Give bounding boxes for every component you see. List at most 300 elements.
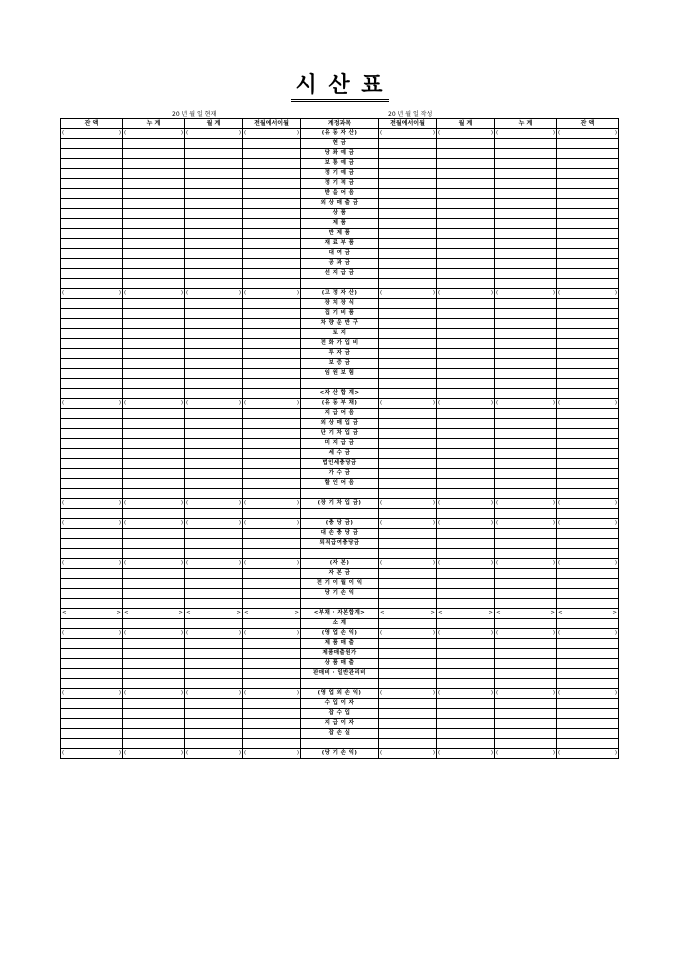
bracket-open: ( (496, 500, 499, 506)
bracket-pair (243, 399, 300, 408)
amount-cell (379, 659, 437, 669)
account-name-cell: 보 증 금 (301, 359, 379, 369)
amount-cell (379, 619, 437, 629)
amount-cell (243, 519, 301, 529)
amount-cell (557, 129, 619, 139)
bracket-pair (495, 559, 556, 568)
table-row (61, 289, 619, 299)
amount-cell (379, 479, 437, 489)
amount-cell (495, 369, 557, 379)
bracket-close: ) (432, 500, 435, 506)
amount-cell (123, 409, 185, 419)
amount-cell (123, 549, 185, 559)
amount-cell (557, 619, 619, 629)
bracket-close: ) (490, 130, 493, 136)
amount-cell (123, 229, 185, 239)
amount-cell (123, 279, 185, 289)
amount-cell (123, 299, 185, 309)
amount-cell (123, 239, 185, 249)
bracket-open: ( (62, 690, 65, 696)
amount-cell (185, 619, 243, 629)
bracket-close: ) (180, 500, 183, 506)
amount-cell (437, 489, 495, 499)
account-rows (61, 129, 619, 759)
account-name-cell: 법인세충당금 (301, 459, 379, 469)
amount-cell (437, 379, 495, 389)
amount-cell (61, 399, 123, 409)
bracket-open: ( (438, 520, 441, 526)
amount-cell (379, 519, 437, 529)
amount-cell (495, 449, 557, 459)
amount-cell (379, 509, 437, 519)
table-row (61, 649, 619, 659)
bracket-close: ) (432, 520, 435, 526)
bracket-pair (379, 129, 436, 138)
amount-cell (185, 519, 243, 529)
bracket-pair (557, 289, 618, 298)
amount-cell (61, 739, 123, 749)
bracket-open: ( (496, 400, 499, 406)
bracket-pair (61, 629, 122, 638)
bracket-pair (495, 689, 556, 698)
amount-cell (379, 729, 437, 739)
amount-cell (123, 489, 185, 499)
amount-cell (185, 449, 243, 459)
amount-cell (557, 279, 619, 289)
table-row (61, 629, 619, 639)
table-row (61, 239, 619, 249)
account-name-cell: 선 지 급 금 (301, 269, 379, 279)
bracket-open: ( (62, 560, 65, 566)
table-row (61, 319, 619, 329)
bracket-pair (243, 559, 300, 568)
amount-cell (61, 629, 123, 639)
bracket-close: ) (490, 630, 493, 636)
amount-cell (61, 519, 123, 529)
amount-cell (495, 589, 557, 599)
amount-cell (185, 159, 243, 169)
amount-cell (495, 509, 557, 519)
amount-cell (495, 169, 557, 179)
bracket-close: ) (552, 750, 555, 756)
amount-cell (437, 179, 495, 189)
amount-cell (495, 149, 557, 159)
bracket-open: < (380, 610, 385, 616)
amount-cell (557, 429, 619, 439)
amount-cell (379, 419, 437, 429)
bracket-close: ) (614, 750, 617, 756)
amount-cell (437, 129, 495, 139)
bracket-close: ) (180, 560, 183, 566)
amount-cell (379, 389, 437, 399)
bracket-close: ) (552, 520, 555, 526)
as-of-date: 20 년 월 일 현재 (172, 111, 217, 118)
amount-cell (185, 189, 243, 199)
amount-cell (495, 219, 557, 229)
amount-cell (123, 559, 185, 569)
amount-cell (61, 169, 123, 179)
amount-cell (185, 179, 243, 189)
amount-cell (123, 669, 185, 679)
amount-cell (437, 359, 495, 369)
amount-cell (557, 409, 619, 419)
amount-cell (437, 709, 495, 719)
amount-cell (437, 529, 495, 539)
amount-cell (557, 749, 619, 759)
bracket-pair (61, 519, 122, 528)
bracket-close: ) (490, 560, 493, 566)
amount-cell (437, 409, 495, 419)
amount-cell (557, 549, 619, 559)
amount-cell (557, 559, 619, 569)
bracket-close: ) (432, 130, 435, 136)
amount-cell (379, 429, 437, 439)
amount-cell (557, 649, 619, 659)
amount-cell (61, 129, 123, 139)
bracket-open: ( (496, 630, 499, 636)
amount-cell (185, 319, 243, 329)
bracket-pair (61, 609, 122, 618)
amount-cell (123, 539, 185, 549)
account-name-cell: 전 화 가 입 비 (301, 339, 379, 349)
amount-cell (379, 649, 437, 659)
bracket-pair (379, 629, 436, 638)
amount-cell (495, 359, 557, 369)
trial-balance-table (60, 118, 619, 759)
amount-cell (437, 739, 495, 749)
amount-cell (243, 609, 301, 619)
bracket-pair (123, 399, 184, 408)
bracket-close: ) (238, 290, 241, 296)
amount-cell (379, 749, 437, 759)
amount-cell (243, 659, 301, 669)
amount-cell (123, 649, 185, 659)
bracket-close: ) (180, 400, 183, 406)
amount-cell (243, 729, 301, 739)
table-row (61, 299, 619, 309)
amount-cell (61, 649, 123, 659)
bracket-open: ( (124, 290, 127, 296)
amount-cell (61, 179, 123, 189)
amount-cell (495, 419, 557, 429)
amount-cell (379, 629, 437, 639)
col-credit-monthly: 월 계 (437, 119, 495, 129)
table-row (61, 269, 619, 279)
bracket-pair (61, 289, 122, 298)
amount-cell (185, 489, 243, 499)
bracket-close: > (612, 610, 617, 616)
bracket-close: ) (118, 130, 121, 136)
bracket-pair (185, 689, 242, 698)
amount-cell (437, 609, 495, 619)
table-row (61, 669, 619, 679)
bracket-open: ( (438, 630, 441, 636)
amount-cell (379, 309, 437, 319)
bracket-close: ) (238, 690, 241, 696)
amount-cell (379, 339, 437, 349)
bracket-close: ) (180, 690, 183, 696)
bracket-close: ) (490, 750, 493, 756)
bracket-open: ( (438, 400, 441, 406)
amount-cell (437, 439, 495, 449)
bracket-open: ( (558, 500, 561, 506)
amount-cell (495, 669, 557, 679)
amount-cell (123, 219, 185, 229)
bracket-close: > (550, 610, 555, 616)
bracket-open: ( (380, 630, 383, 636)
amount-cell (123, 579, 185, 589)
bracket-close: ) (180, 520, 183, 526)
bracket-pair (185, 499, 242, 508)
amount-cell (379, 469, 437, 479)
amount-cell (123, 699, 185, 709)
bracket-pair (379, 499, 436, 508)
table-row (61, 549, 619, 559)
amount-cell (379, 669, 437, 679)
amount-cell (243, 449, 301, 459)
bracket-open: ( (438, 290, 441, 296)
amount-cell (495, 529, 557, 539)
bracket-close: ) (118, 630, 121, 636)
amount-cell (437, 329, 495, 339)
amount-cell (243, 579, 301, 589)
bracket-pair (557, 499, 618, 508)
amount-cell (557, 209, 619, 219)
amount-cell (557, 659, 619, 669)
bracket-open: ( (186, 690, 189, 696)
account-name-cell: 장 치 장 식 (301, 299, 379, 309)
bracket-pair (379, 559, 436, 568)
bracket-open: ( (558, 690, 561, 696)
amount-cell (243, 419, 301, 429)
amount-cell (557, 629, 619, 639)
table-row (61, 419, 619, 429)
amount-cell (379, 399, 437, 409)
amount-cell (437, 639, 495, 649)
amount-cell (437, 259, 495, 269)
bracket-open: ( (186, 290, 189, 296)
amount-cell (495, 579, 557, 589)
amount-cell (123, 419, 185, 429)
amount-cell (61, 409, 123, 419)
amount-cell (557, 499, 619, 509)
bracket-pair (243, 519, 300, 528)
account-name-cell: (유 동 자 산) (301, 129, 379, 139)
amount-cell (379, 539, 437, 549)
bracket-pair (243, 499, 300, 508)
amount-cell (379, 179, 437, 189)
written-date: 20 년 월 일 작성 (388, 111, 433, 118)
amount-cell (495, 439, 557, 449)
account-name-cell: 반 제 품 (301, 229, 379, 239)
amount-cell (185, 269, 243, 279)
amount-cell (379, 499, 437, 509)
amount-cell (185, 149, 243, 159)
account-name-cell: 지 급 이 자 (301, 719, 379, 729)
amount-cell (437, 189, 495, 199)
bracket-pair (437, 559, 494, 568)
bracket-close: ) (432, 400, 435, 406)
bracket-close: ) (552, 560, 555, 566)
account-name-cell: 재 료 부 품 (301, 239, 379, 249)
bracket-open: ( (380, 520, 383, 526)
bracket-pair (437, 399, 494, 408)
amount-cell (437, 319, 495, 329)
bracket-open: < (124, 610, 129, 616)
amount-cell (495, 249, 557, 259)
bracket-close: ) (552, 690, 555, 696)
amount-cell (495, 349, 557, 359)
amount-cell (185, 699, 243, 709)
amount-cell (61, 699, 123, 709)
amount-cell (243, 749, 301, 759)
amount-cell (185, 539, 243, 549)
amount-cell (379, 329, 437, 339)
bracket-pair (185, 129, 242, 138)
amount-cell (243, 679, 301, 689)
amount-cell (437, 629, 495, 639)
account-name-cell: 제 품 매 출 (301, 639, 379, 649)
amount-cell (243, 239, 301, 249)
account-name-cell: 투 자 금 (301, 349, 379, 359)
amount-cell (123, 499, 185, 509)
table-row (61, 349, 619, 359)
amount-cell (185, 479, 243, 489)
amount-cell (437, 149, 495, 159)
amount-cell (243, 439, 301, 449)
amount-cell (379, 349, 437, 359)
amount-cell (185, 259, 243, 269)
bracket-open: ( (380, 130, 383, 136)
amount-cell (61, 449, 123, 459)
col-debit-cumulative: 누 계 (123, 119, 185, 129)
bracket-open: < (438, 610, 443, 616)
col-debit-balance: 잔 액 (61, 119, 123, 129)
bracket-open: ( (380, 750, 383, 756)
amount-cell (123, 349, 185, 359)
amount-cell (437, 459, 495, 469)
table-row (61, 729, 619, 739)
amount-cell (61, 689, 123, 699)
amount-cell (495, 729, 557, 739)
bracket-close: ) (238, 520, 241, 526)
bracket-open: ( (496, 130, 499, 136)
amount-cell (61, 369, 123, 379)
amount-cell (185, 399, 243, 409)
document-title: 시 산 표 (0, 68, 680, 99)
amount-cell (243, 499, 301, 509)
amount-cell (379, 279, 437, 289)
amount-cell (123, 149, 185, 159)
amount-cell (123, 309, 185, 319)
amount-cell (379, 169, 437, 179)
bracket-close: ) (490, 290, 493, 296)
bracket-open: < (62, 610, 67, 616)
amount-cell (557, 319, 619, 329)
amount-cell (557, 339, 619, 349)
bracket-pair (379, 689, 436, 698)
bracket-pair (123, 749, 184, 758)
amount-cell (379, 189, 437, 199)
amount-cell (437, 669, 495, 679)
bracket-close: ) (118, 520, 121, 526)
amount-cell (123, 429, 185, 439)
table-row (61, 259, 619, 269)
table-row (61, 199, 619, 209)
amount-cell (61, 379, 123, 389)
amount-cell (185, 339, 243, 349)
table-row (61, 749, 619, 759)
amount-cell (185, 499, 243, 509)
bracket-close: ) (296, 690, 299, 696)
bracket-close: ) (614, 130, 617, 136)
amount-cell (243, 359, 301, 369)
amount-cell (243, 169, 301, 179)
table-row (61, 519, 619, 529)
amount-cell (61, 669, 123, 679)
amount-cell (557, 699, 619, 709)
bracket-pair (123, 499, 184, 508)
amount-cell (495, 749, 557, 759)
amount-cell (379, 639, 437, 649)
table-row (61, 599, 619, 609)
amount-cell (379, 489, 437, 499)
amount-cell (123, 709, 185, 719)
amount-cell (243, 129, 301, 139)
amount-cell (243, 619, 301, 629)
amount-cell (185, 729, 243, 739)
bracket-pair (61, 499, 122, 508)
bracket-open: ( (244, 400, 247, 406)
amount-cell (557, 289, 619, 299)
amount-cell (185, 549, 243, 559)
amount-cell (243, 379, 301, 389)
amount-cell (61, 299, 123, 309)
amount-cell (379, 699, 437, 709)
amount-cell (61, 429, 123, 439)
bracket-close: ) (432, 560, 435, 566)
amount-cell (123, 289, 185, 299)
bracket-close: ) (552, 130, 555, 136)
bracket-open: ( (244, 630, 247, 636)
amount-cell (379, 269, 437, 279)
account-name-cell: (유 동 부 채) (301, 399, 379, 409)
account-name-cell: 토 지 (301, 329, 379, 339)
bracket-pair (495, 749, 556, 758)
amount-cell (123, 589, 185, 599)
table-row (61, 569, 619, 579)
amount-cell (185, 369, 243, 379)
amount-cell (495, 719, 557, 729)
table-row (61, 409, 619, 419)
bracket-close: ) (614, 520, 617, 526)
amount-cell (243, 409, 301, 419)
bracket-open: ( (124, 750, 127, 756)
amount-cell (437, 289, 495, 299)
amount-cell (61, 489, 123, 499)
col-account: 계정과목 (301, 119, 379, 129)
amount-cell (61, 729, 123, 739)
amount-cell (495, 319, 557, 329)
table-row (61, 469, 619, 479)
bracket-close: ) (180, 130, 183, 136)
amount-cell (243, 159, 301, 169)
amount-cell (123, 529, 185, 539)
amount-cell (185, 609, 243, 619)
amount-cell (379, 569, 437, 579)
amount-cell (495, 569, 557, 579)
amount-cell (379, 299, 437, 309)
